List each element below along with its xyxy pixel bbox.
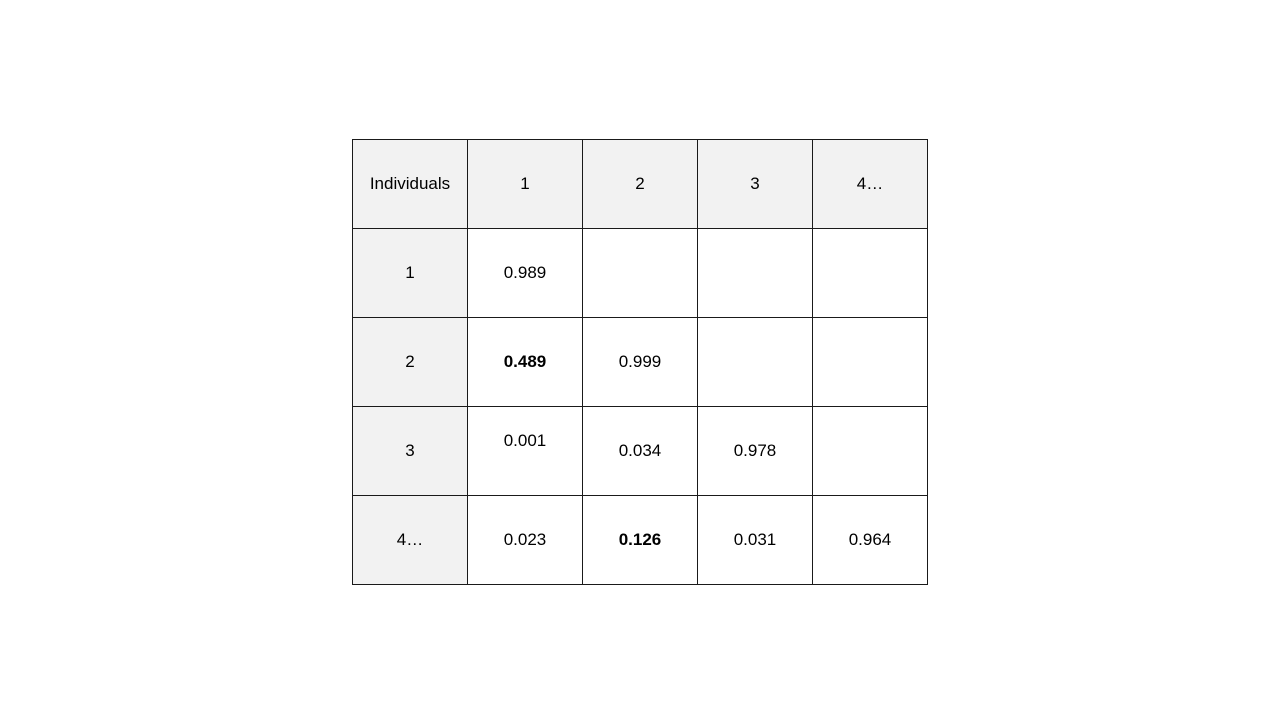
row-header: 2: [353, 318, 468, 407]
empty-cell: [698, 229, 813, 318]
row-header: 4…: [353, 496, 468, 585]
table-row: [353, 318, 928, 407]
value-cell: 0.001: [468, 407, 583, 496]
header-row: [353, 140, 928, 229]
empty-cell: [698, 318, 813, 407]
value-cell: 0.989: [468, 229, 583, 318]
value-cell-highlighted: 0.489: [468, 318, 583, 407]
column-header: 3: [698, 140, 813, 229]
empty-cell: [813, 318, 928, 407]
table-row: [353, 407, 928, 496]
corner-label-cell: Individuals: [353, 140, 468, 229]
value-cell: 0.978: [698, 407, 813, 496]
column-header: 2: [583, 140, 698, 229]
table-row: [353, 496, 928, 585]
row-header: 1: [353, 229, 468, 318]
value-cell: 0.964: [813, 496, 928, 585]
table-row: [353, 229, 928, 318]
individual-matrix-table: [352, 139, 928, 585]
empty-cell: [813, 229, 928, 318]
row-header: 3: [353, 407, 468, 496]
value-cell: 0.023: [468, 496, 583, 585]
empty-cell: [583, 229, 698, 318]
column-header: 4…: [813, 140, 928, 229]
matrix-body: [353, 140, 928, 585]
value-cell-highlighted: 0.126: [583, 496, 698, 585]
value-cell: 0.034: [583, 407, 698, 496]
empty-cell: [813, 407, 928, 496]
value-cell: 0.031: [698, 496, 813, 585]
value-cell: 0.999: [583, 318, 698, 407]
column-header: 1: [468, 140, 583, 229]
